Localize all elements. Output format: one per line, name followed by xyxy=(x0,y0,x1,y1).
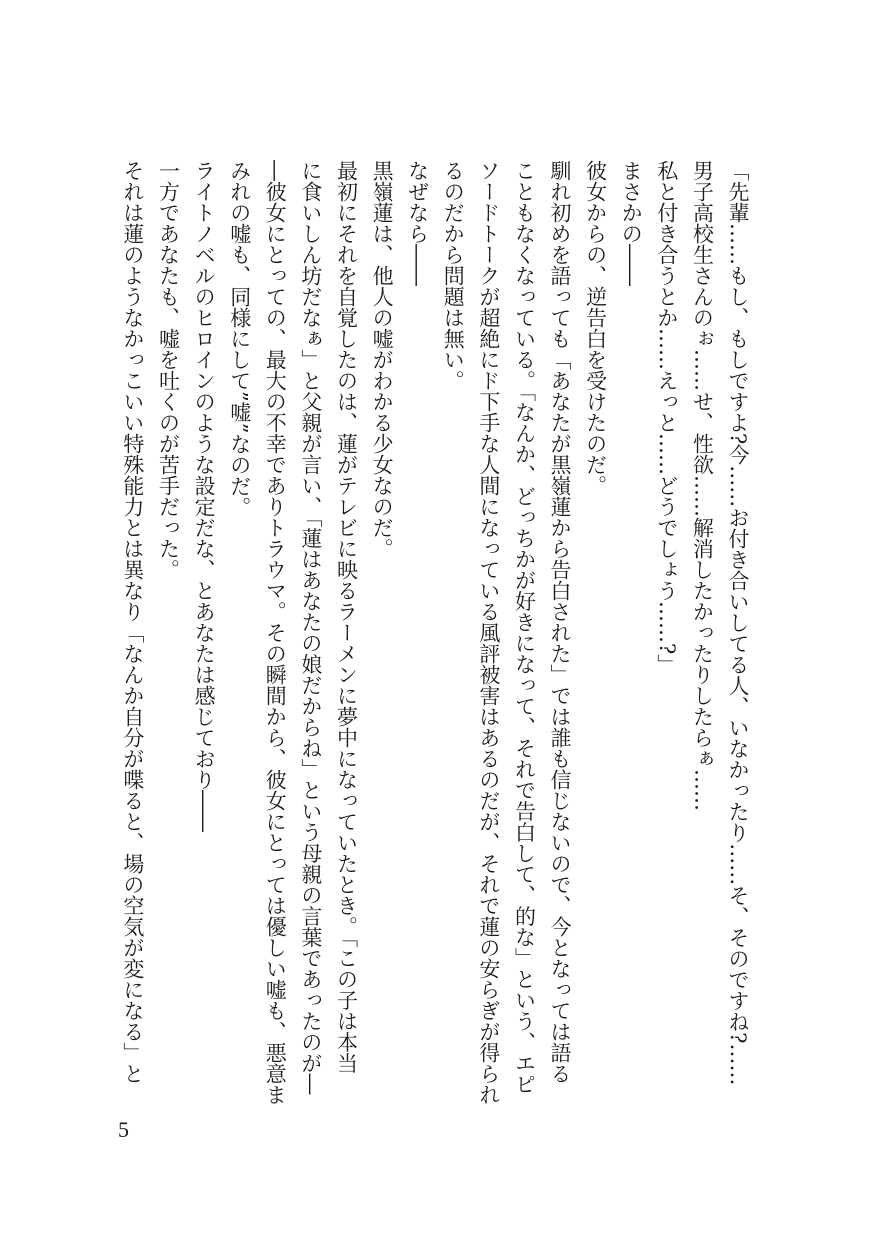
text-line: 馴れ初めを語っても「あなたが黒嶺蓮から告白された」では誰も信じないので、今となっては語る xyxy=(548,160,573,1084)
text-line: るのだから問題は無い。 xyxy=(441,160,466,391)
text-line: なぜなら―― xyxy=(405,160,430,286)
text-line: 男子高校生さんのぉ……せ、性欲……解消したかったりしたらぁ…… xyxy=(690,160,715,811)
text-line: 彼女からの、逆告白を受けたのだ。 xyxy=(583,160,608,496)
page-number: 5 xyxy=(118,1117,129,1142)
text-line: 一方であなたも、嘘を吐くのが苦手だった。 xyxy=(156,160,181,580)
text-line: 最初にそれを自覚したのは、蓮がテレビに映るラーメンに夢中になっていたとき。「この子は本当 xyxy=(334,160,359,1074)
text-line: こともなくなっている。「なんか、どっちかが好きになって、それで告白して、的な」という、エピ xyxy=(512,160,537,1095)
text-line: ―彼女にとっての、最大の不幸でありトラウマ。その瞬間から、彼女にとっては優しい嘘も、悪意ま xyxy=(263,160,288,1105)
text-line: ソードトークが超絶にド下手な人間になっている風評被害はあるのだが、それで蓮の安らぎが得られ xyxy=(476,160,501,1105)
body-text xyxy=(114,160,755,1105)
text-line: まさかの―― xyxy=(619,160,644,286)
text-line: に食いしん坊だなぁ」と父親が言い、「蓮はあなたの娘だからね」という母親の言葉であったのが― xyxy=(298,160,323,1095)
text-line: 私と付き合うとか……えっと……どうでしょう……?」 xyxy=(654,160,679,676)
text-line: それは蓮のようなかっこいい特殊能力とは異なり「なんか自分が喋ると、場の空気が変になる」と xyxy=(120,160,145,1084)
text-line: みれの嘘も、同様にして”嘘”なのだ。 xyxy=(227,160,252,518)
text-line: 「先輩……もし、もしですよ?今……お付き合いしてる人、いなかったり……そ、そのですね?…… xyxy=(726,160,750,1086)
text-line: 黒嶺蓮は、他人の嘘がわかる少女なのだ。 xyxy=(370,160,395,559)
text-line: ライトノベルのヒロインのような設定だな、とあなたは感じており―― xyxy=(192,160,217,832)
